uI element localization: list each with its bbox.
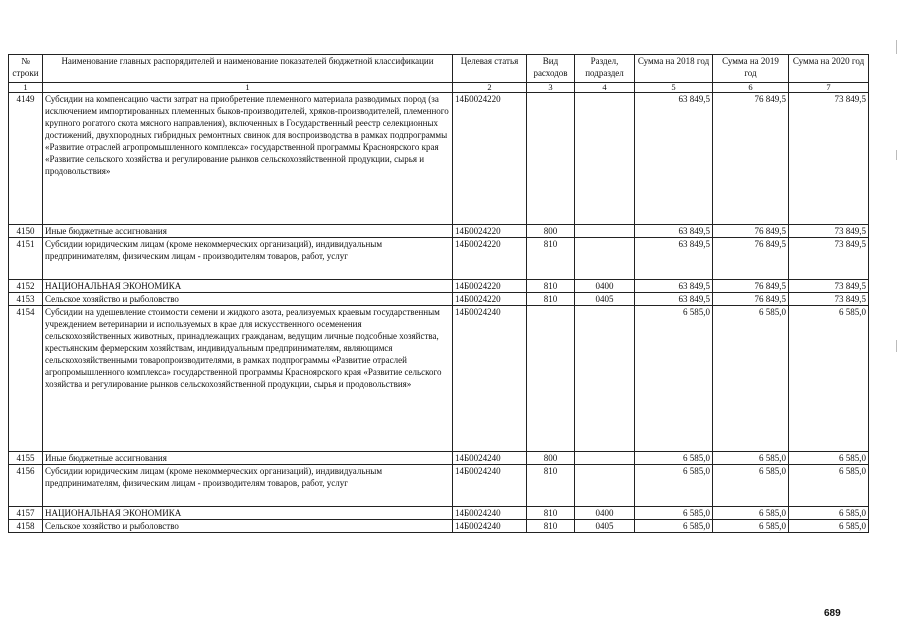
header-row	[9, 55, 869, 83]
header-expense-type: Вид расходов	[527, 55, 575, 83]
page-number: 689	[824, 608, 841, 619]
row-sum-2019: 6 585,0	[713, 306, 789, 452]
row-expense-type: 810	[527, 280, 575, 293]
row-sum-2019: 76 849,5	[713, 238, 789, 280]
row-section: 0400	[575, 280, 635, 293]
header-row-num: № строки	[9, 55, 43, 83]
row-name: Сельское хозяйство и рыболовство	[43, 293, 453, 306]
column-index: 6	[713, 83, 789, 93]
row-number: 4152	[9, 280, 43, 293]
row-sum-2018: 63 849,5	[635, 280, 713, 293]
row-section	[575, 465, 635, 507]
row-sum-2018: 63 849,5	[635, 238, 713, 280]
row-number: 4157	[9, 507, 43, 520]
row-target-article: 14Б0024240	[453, 520, 527, 533]
row-sum-2020: 73 849,5	[789, 280, 869, 293]
row-target-article: 14Б0024220	[453, 280, 527, 293]
row-section: 0405	[575, 293, 635, 306]
row-number: 4155	[9, 452, 43, 465]
row-target-article: 14Б0024240	[453, 452, 527, 465]
row-number: 4151	[9, 238, 43, 280]
column-index: 1	[9, 83, 43, 93]
row-sum-2019: 76 849,5	[713, 93, 789, 225]
table-row	[9, 225, 869, 238]
row-expense-type: 810	[527, 520, 575, 533]
row-target-article: 14Б0024240	[453, 507, 527, 520]
table-row	[9, 293, 869, 306]
row-sum-2019: 6 585,0	[713, 465, 789, 507]
row-sum-2018: 63 849,5	[635, 293, 713, 306]
row-expense-type: 800	[527, 452, 575, 465]
row-section	[575, 93, 635, 225]
scan-edge-mark	[896, 40, 897, 54]
table-row	[9, 280, 869, 293]
table-row	[9, 238, 869, 280]
column-index: 2	[453, 83, 527, 93]
row-sum-2020: 6 585,0	[789, 465, 869, 507]
row-sum-2020: 73 849,5	[789, 293, 869, 306]
row-target-article: 14Б0024240	[453, 465, 527, 507]
row-name: Иные бюджетные ассигнования	[43, 452, 453, 465]
scan-edge-mark	[896, 340, 897, 352]
row-sum-2020: 6 585,0	[789, 452, 869, 465]
row-expense-type: 810	[527, 507, 575, 520]
row-sum-2018: 6 585,0	[635, 306, 713, 452]
row-section	[575, 452, 635, 465]
row-expense-type: 810	[527, 238, 575, 280]
table-row	[9, 93, 869, 225]
row-sum-2018: 6 585,0	[635, 507, 713, 520]
row-section	[575, 306, 635, 452]
row-sum-2018: 63 849,5	[635, 93, 713, 225]
table-row	[9, 465, 869, 507]
row-expense-type	[527, 93, 575, 225]
row-sum-2018: 6 585,0	[635, 465, 713, 507]
row-target-article: 14Б0024220	[453, 93, 527, 225]
header-sum-2019: Сумма на 2019 год	[713, 55, 789, 83]
row-name: Субсидии на удешевление стоимости семени и жидкого азота, реализуемых краевым государственным учреждением ветеринарии и используемых в крае для искусственного осеменения сельскохозяйственных животных, принадлежащих гражданам, ведущим личные подсобные хозяйства, крестьянским фермерским хозяйствам, индивидуальным предпринимателям, являющимся сельскохозяйственными товаропроизводителями, в рамках подпрограммы «Развитие отраслей агропромышленного комплекса» государственной программы Красноярского края «Развитие сельского хозяйства и регулирование рынков сельскохозяйственной продукции, сырья и продовольствия»	[43, 306, 453, 452]
row-expense-type	[527, 306, 575, 452]
row-expense-type: 810	[527, 293, 575, 306]
row-sum-2019: 76 849,5	[713, 280, 789, 293]
row-section: 0405	[575, 520, 635, 533]
row-name: НАЦИОНАЛЬНАЯ ЭКОНОМИКА	[43, 507, 453, 520]
row-number: 4154	[9, 306, 43, 452]
column-index: 5	[635, 83, 713, 93]
table-row	[9, 306, 869, 452]
row-expense-type: 800	[527, 225, 575, 238]
row-sum-2018: 63 849,5	[635, 225, 713, 238]
scan-edge-mark	[896, 150, 897, 160]
row-sum-2020: 6 585,0	[789, 507, 869, 520]
row-sum-2019: 76 849,5	[713, 225, 789, 238]
row-target-article: 14Б0024220	[453, 238, 527, 280]
row-number: 4158	[9, 520, 43, 533]
row-name: Субсидии юридическим лицам (кроме некоммерческих организаций), индивидуальным предпринимателям, физическим лицам - производителям товаров, работ, услуг	[43, 238, 453, 280]
row-target-article: 14Б0024220	[453, 225, 527, 238]
row-sum-2018: 6 585,0	[635, 520, 713, 533]
row-name: Субсидии юридическим лицам (кроме некоммерческих организаций), индивидуальным предпринимателям, физическим лицам - производителям товаров, работ, услуг	[43, 465, 453, 507]
header-section: Раздел, подраздел	[575, 55, 635, 83]
row-sum-2019: 76 849,5	[713, 293, 789, 306]
row-number: 4149	[9, 93, 43, 225]
budget-table	[8, 54, 869, 533]
row-number: 4156	[9, 465, 43, 507]
row-name: Сельское хозяйство и рыболовство	[43, 520, 453, 533]
column-index: 4	[575, 83, 635, 93]
row-target-article: 14Б0024240	[453, 306, 527, 452]
row-name: Иные бюджетные ассигнования	[43, 225, 453, 238]
header-name: Наименование главных распорядителей и наименование показателей бюджетной классификации	[43, 55, 453, 83]
table-row	[9, 452, 869, 465]
column-index-row	[9, 83, 869, 93]
column-index: 3	[527, 83, 575, 93]
row-name: Субсидии на компенсацию части затрат на приобретение племенного материала разводимых пород (за исключением импортированных племенных быков-производителей, хряков-производителей, племенного крупного рогатого скота мясного направления), включенных в Государственный реестр селекционных достижений, двухпородных гибридных ремонтных свинок для воспроизводства в рамках подпрограммы «Развитие отраслей агропромышленного комплекса» государственной программы Красноярского края «Развитие сельского хозяйства и регулирование рынков сельскохозяйственной продукции, сырья и продовольствия»	[43, 93, 453, 225]
row-sum-2020: 73 849,5	[789, 225, 869, 238]
row-sum-2019: 6 585,0	[713, 520, 789, 533]
row-sum-2020: 6 585,0	[789, 520, 869, 533]
header-sum-2020: Сумма на 2020 год	[789, 55, 869, 83]
row-section	[575, 238, 635, 280]
row-sum-2020: 73 849,5	[789, 238, 869, 280]
row-sum-2019: 6 585,0	[713, 452, 789, 465]
row-number: 4153	[9, 293, 43, 306]
column-index: 1	[43, 83, 453, 93]
row-number: 4150	[9, 225, 43, 238]
header-target-article: Целевая статья	[453, 55, 527, 83]
row-section: 0400	[575, 507, 635, 520]
row-target-article: 14Б0024220	[453, 293, 527, 306]
column-index: 7	[789, 83, 869, 93]
row-sum-2020: 6 585,0	[789, 306, 869, 452]
row-name: НАЦИОНАЛЬНАЯ ЭКОНОМИКА	[43, 280, 453, 293]
header-sum-2018: Сумма на 2018 год	[635, 55, 713, 83]
row-sum-2019: 6 585,0	[713, 507, 789, 520]
table-row	[9, 507, 869, 520]
row-sum-2018: 6 585,0	[635, 452, 713, 465]
row-sum-2020: 73 849,5	[789, 93, 869, 225]
table-row	[9, 520, 869, 533]
row-expense-type: 810	[527, 465, 575, 507]
row-section	[575, 225, 635, 238]
